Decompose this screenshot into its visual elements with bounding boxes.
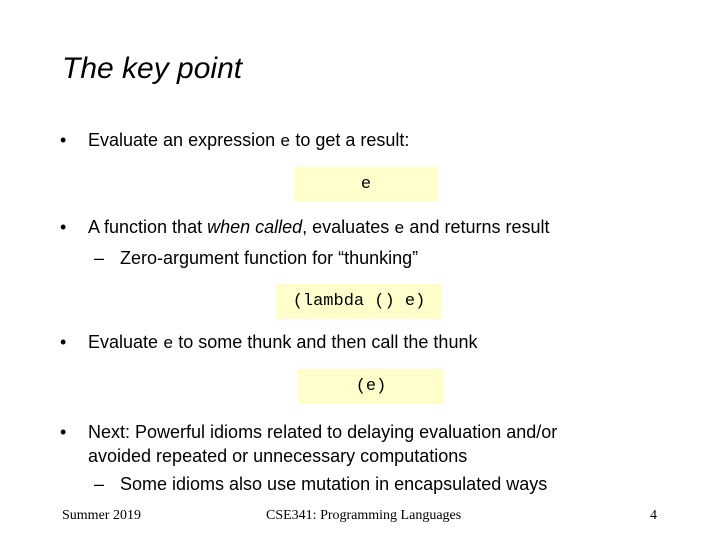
bullet-3-code: e [163,335,174,354]
bullet-4-line-1: Next: Powerful idioms related to delaying evaluation and/or [88,422,558,442]
bullet-2 [60,215,550,242]
bullet-4-line-2: avoided repeated or unnecessary computations [88,446,468,466]
bullet-2-mid: , evaluates [302,217,395,237]
bullet-2-pre: A function that [88,217,208,237]
bullet-1-code: e [280,133,291,152]
code-box-2 [276,284,442,319]
code-box-3-text: (e) [355,377,387,396]
bullet-3-post: to some thunk and then call the thunk [173,332,478,352]
dash-glyph: – [94,248,105,268]
bullet-glyph: • [60,332,67,352]
bullet-glyph: • [60,130,67,150]
code-box-1 [294,167,438,202]
sub-bullet-2-text: Zero-argument function for “thunking” [120,248,419,268]
sub-bullet-4 [94,472,548,496]
footer-page-number: 4 [650,508,657,523]
code-box-2-text: (lambda () e) [292,292,426,311]
dash-glyph: – [94,474,105,494]
bullet-2-post: and returns result [404,217,550,237]
footer-center: CSE341: Programming Languages [266,508,462,523]
footer-left: Summer 2019 [62,508,141,523]
bullet-1-pre: Evaluate an expression [88,130,281,150]
sub-bullet-2 [94,246,419,270]
code-box-3 [298,369,444,404]
bullet-3-pre: Evaluate [88,332,164,352]
bullet-4 [60,420,558,468]
bullet-1-post: to get a result: [290,130,410,150]
slide-title: The key point [62,52,243,85]
bullet-glyph: • [60,217,67,237]
bullet-glyph: • [60,422,67,442]
code-box-1-text: e [360,175,372,194]
bullet-2-code: e [394,220,405,239]
bullet-1 [60,128,410,155]
bullet-2-italic: when called [207,217,303,237]
bullet-3 [60,330,478,357]
sub-bullet-4-text: Some idioms also use mutation in encapsulated ways [120,474,548,494]
